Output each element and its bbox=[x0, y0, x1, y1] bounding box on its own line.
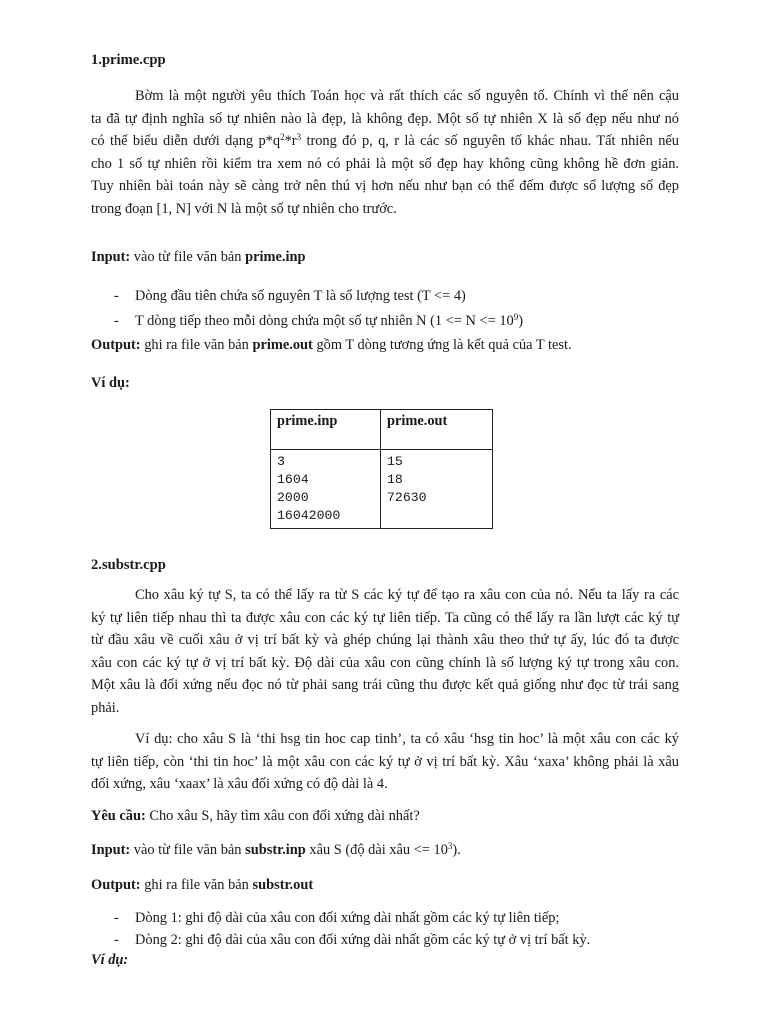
statement-line: xâu con các ký tự ở vị trí bất kỳ. Độ dài của xâu con cũng chính là số lượng ký tự trong xâu con. bbox=[91, 654, 679, 671]
statement-line: Cho xâu ký tự S, ta có thể lấy ra từ S các ký tự để tạo ra xâu con của nó. Nếu ta lấy ra các bbox=[135, 587, 679, 603]
example-table bbox=[270, 409, 493, 529]
problem-2-heading: 2.substr.cpp bbox=[91, 557, 166, 573]
problem-2-bullet: - Dòng 2: ghi độ dài của xâu con đối xứng dài nhất gồm các ký tự ở vị trí bất kỳ. bbox=[114, 932, 591, 948]
statement-line: trong đoạn [1, N] với N là một số tự nhiên cho trước. bbox=[91, 200, 397, 217]
statement-line: ký tự liên tiếp nhau thì ta được xâu con các ký tự liên tiếp. Ta cũng có thể lấy ra lần lượt các ký tự bbox=[91, 609, 679, 626]
statement-line: Tuy nhiên bài toán này sẽ càng trở nên thú vị hơn nếu như bạn có thể đếm được số lượng số đẹp bbox=[91, 178, 679, 195]
problem-1-bullet: - Dòng đầu tiên chứa số nguyên T là số lượng test (T <= 4) bbox=[114, 288, 466, 304]
problem-1-example-label: Ví dụ: bbox=[91, 375, 130, 391]
statement-line: phải. bbox=[91, 699, 120, 716]
problem-2-example-label: Ví dụ: bbox=[91, 952, 129, 968]
table-cell-inp bbox=[271, 450, 381, 529]
problem-2-bullet: - Dòng 1: ghi độ dài của xâu con đối xứng dài nhất gồm các ký tự liên tiếp; bbox=[114, 910, 560, 926]
problem-1-output: Output: ghi ra file văn bản prime.out gồm T dòng tương ứng là kết quả của T test. bbox=[91, 337, 572, 353]
problem-2-output: Output: ghi ra file văn bản substr.out bbox=[91, 877, 314, 893]
statement-line: đối xứng, xâu ‘xaax’ là xâu đối xứng có độ dài là 4. bbox=[91, 776, 388, 793]
problem-2-example-text bbox=[91, 728, 679, 796]
table-header-inp: prime.inp bbox=[271, 410, 381, 450]
table-row: 72630 bbox=[387, 490, 427, 505]
problem-2-request: Yêu cầu: Cho xâu S, hãy tìm xâu con đối xứng dài nhất? bbox=[91, 808, 420, 824]
table-row: 16042000 bbox=[277, 508, 341, 523]
table-header-out: prime.out bbox=[381, 410, 493, 450]
table-row: 2000 bbox=[277, 490, 309, 505]
table-row: 3 bbox=[277, 454, 285, 469]
table-row: 1604 bbox=[277, 472, 309, 487]
problem-1-input: Input: vào từ file văn bản prime.inp bbox=[91, 249, 306, 265]
problem-1-heading: 1.prime.cpp bbox=[91, 52, 166, 68]
problem-2-input: Input: vào từ file văn bản substr.inp xâu S (độ dài xâu <= $10^3$). bbox=[91, 841, 461, 858]
statement-line: Một xâu là đối xứng nếu đọc nó từ phải sang trái cũng thu được kết quả giống như đọc từ trái sang bbox=[91, 677, 679, 694]
problem-1-bullet: - T dòng tiếp theo mỗi dòng chứa một số tự nhiên N $(1 <= N <= 10^9)$ bbox=[114, 312, 524, 329]
statement-line: tự liên tiếp, còn ‘thi tin hoc’ là một xâu con các ký tự ở vị trí bất kỳ. Xâu ‘xaxa’ không phải là xâu bbox=[91, 753, 679, 770]
statement-line: Ví dụ: cho xâu S là ‘thi hsg tin hoc cap tinh’, ta có xâu ‘hsg tin hoc’ là một xâu con các ký bbox=[135, 731, 679, 747]
statement-line: ta đã tự định nghĩa số tự nhiên nào là đẹp, là không đẹp. Một số tự nhiên X là số đẹp nếu như nó bbox=[91, 110, 679, 127]
table-row: 15 bbox=[387, 454, 403, 469]
statement-formula-line: có thể biểu diễn dưới dạng $p*q^2*r^3$ trong đó p, q, r là các số nguyên tố khác nhau. Tất nhiên nếu bbox=[91, 132, 679, 150]
statement-line: Bờm là một người yêu thích Toán học và rất thích các số nguyên tố. Chính vì thế nên cậu bbox=[135, 88, 679, 104]
problem-2-statement bbox=[91, 584, 679, 720]
statement-line: từ đầu xâu về cuối xâu ở vị trí bất kỳ và ghép chúng lại thành xâu theo thứ tự ấy, lúc đó ta được bbox=[91, 632, 679, 649]
statement-line: cho 1 số tự nhiên rồi kiểm tra xem nó có phải là một số đẹp hay không cũng không hề đơn giản. bbox=[91, 155, 679, 172]
table-cell-out bbox=[381, 450, 493, 529]
problem-1-statement bbox=[91, 85, 679, 221]
table-row: 18 bbox=[387, 472, 403, 487]
